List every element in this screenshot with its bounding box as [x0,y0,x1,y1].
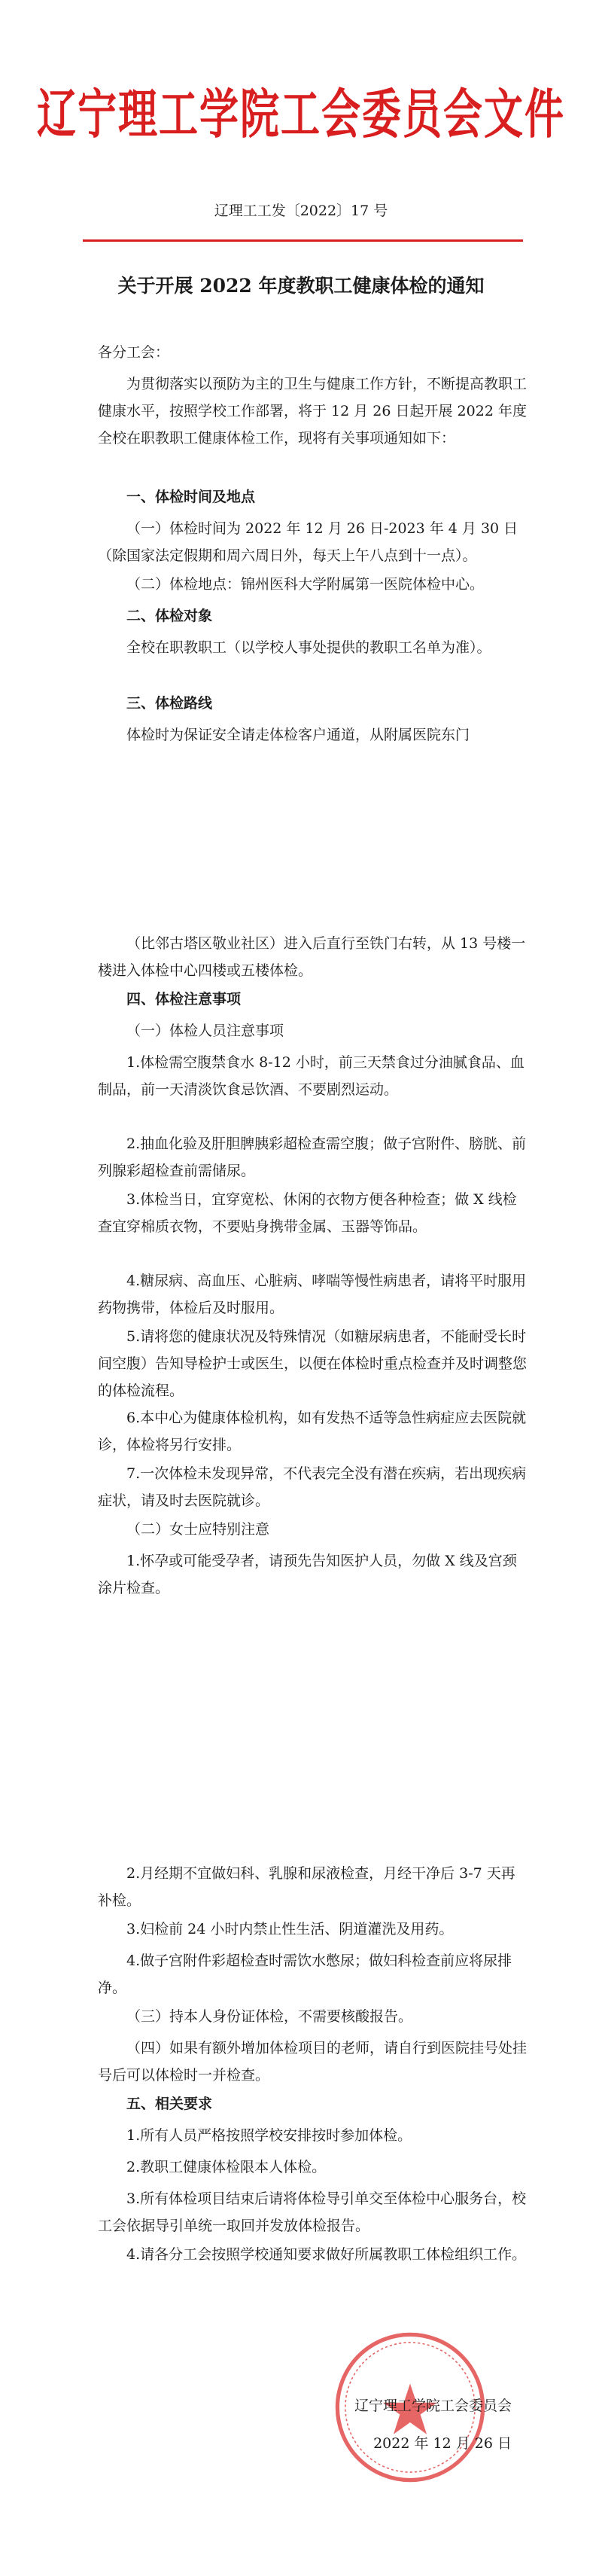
route-continuation: （比邻古塔区敬业社区）进入后直行至铁门右转，从 13 号楼一楼进入体检中心四楼或五楼体检。 [98,935,526,979]
document-number: 辽理工工发〔2022〕17 号 [214,203,388,219]
section-5-heading: 五、相关要求 [126,2096,213,2112]
red-divider [83,239,523,242]
subsection-2-heading: （二）女士应特别注意 [126,1521,270,1538]
female-item-1: 1.怀孕或可能受孕者，请预先告知医护人员，勿做 X 线及宫颈涂片检查。 [98,1553,517,1596]
notice-item-5: 5.请将您的健康状况及特殊情况（如糖尿病患者，不能耐受长时间空腹）告知导检护士或医生，以便在体检时重点检查并及时调整您的体检流程。 [98,1328,528,1399]
requirement-1: 1.所有人员严格按照学校安排按时参加体检。 [126,2127,412,2144]
female-item-2: 2.月经期不宜做妇科、乳腺和尿液检查，月经干净后 3-7 天再补检。 [98,1865,515,1909]
section-2-text: 全校在职教职工（以学校人事处提供的教职工名单为准）。 [126,639,491,656]
notice-item-1: 1.体检需空腹禁食水 8-12 小时，前三天禁食过分油腻食品、血制品，前一天清淡饮食忌饮酒、不要剧烈运动。 [98,1054,524,1098]
section-1-item-1: （一）体检时间为 2022 年 12 月 26 日-2023 年 4 月 30 日（除国家法定假期和周六周日外，每天上午八点到十一点）。 [98,520,518,564]
signature-organization: 辽宁理工学院工会委员会 [354,2398,512,2414]
intro-paragraph: 为贯彻落实以预防为主的卫生与健康工作方针，不断提高教职工健康水平，按照学校工作部署，将于 12 月 26 日起开展 2022 年度全校在职教职工健康体检工作，现将有关事项通知如下： [98,376,528,447]
notice-item-2: 2.抽血化验及肝胆脾胰彩超检查需空腹；做子宫附件、膀胱、前列腺彩超检查前需储尿。 [98,1136,527,1179]
female-item-3: 3.妇检前 24 小时内禁止性生活、阴道灌洗及用药。 [126,1921,454,1937]
section-1-heading: 一、体检时间及地点 [126,489,256,505]
section-2-heading: 二、体检对象 [126,608,213,624]
notice-title: 关于开展 2022 年度教职工健康体检的通知 [117,275,485,297]
section-1-item-2: （二）体检地点：锦州医科大学附属第一医院体检中心。 [126,576,485,593]
document-page-1 [0,0,602,828]
red-header-title: 辽宁理工学院工会委员会文件 [36,84,565,146]
salutation: 各分工会： [98,344,170,361]
requirement-3: 3.所有体检项目结束后请将体检导引单交至体检中心服务台，校工会依据导引单统一取回并发放体检报告。 [98,2190,527,2234]
subsection-1-heading: （一）体检人员注意事项 [126,1023,284,1039]
signature-date: 2022 年 12 月 26 日 [373,2435,512,2452]
section-3-text: 体检时为保证安全请走体检客户通道，从附属医院东门 [126,727,470,743]
requirement-2: 2.教职工健康体检限本人体检。 [126,2159,327,2175]
notice-item-6: 6.本中心为健康体检机构，如有发热不适等急性病症应去医院就诊，体检将另行安排。 [98,1410,527,1453]
subsection-3: （三）持本人身份证体检，不需要核酸报告。 [126,2008,413,2025]
subsection-4: （四）如果有额外增加体检项目的老师，请自行到医院挂号处挂号后可以体检时一并检查。 [98,2040,528,2084]
notice-item-4: 4.糖尿病、高血压、心脏病、哮喘等慢性病患者，请将平时服用药物携带，体检后及时服用。 [98,1273,527,1316]
notice-item-3: 3.体检当日，宜穿宽松、休闲的衣物方便各种检查；做 X 线检查宜穿棉质衣物，不要贴身携带金属、玉器等饰品。 [98,1191,517,1235]
section-3-heading: 三、体检路线 [126,695,213,712]
notice-item-7: 7.一次体检未发现异常，不代表完全没有潜在疾病，若出现疾病症状，请及时去医院就诊。 [98,1465,527,1509]
section-4-heading: 四、体检注意事项 [126,991,242,1008]
requirement-4: 4.请各分工会按照学校通知要求做好所属教职工体检组织工作。 [126,2246,527,2263]
female-item-4: 4.做子宫附件彩超检查时需饮水憋尿；做妇科检查前应将尿排净。 [98,1953,512,1996]
